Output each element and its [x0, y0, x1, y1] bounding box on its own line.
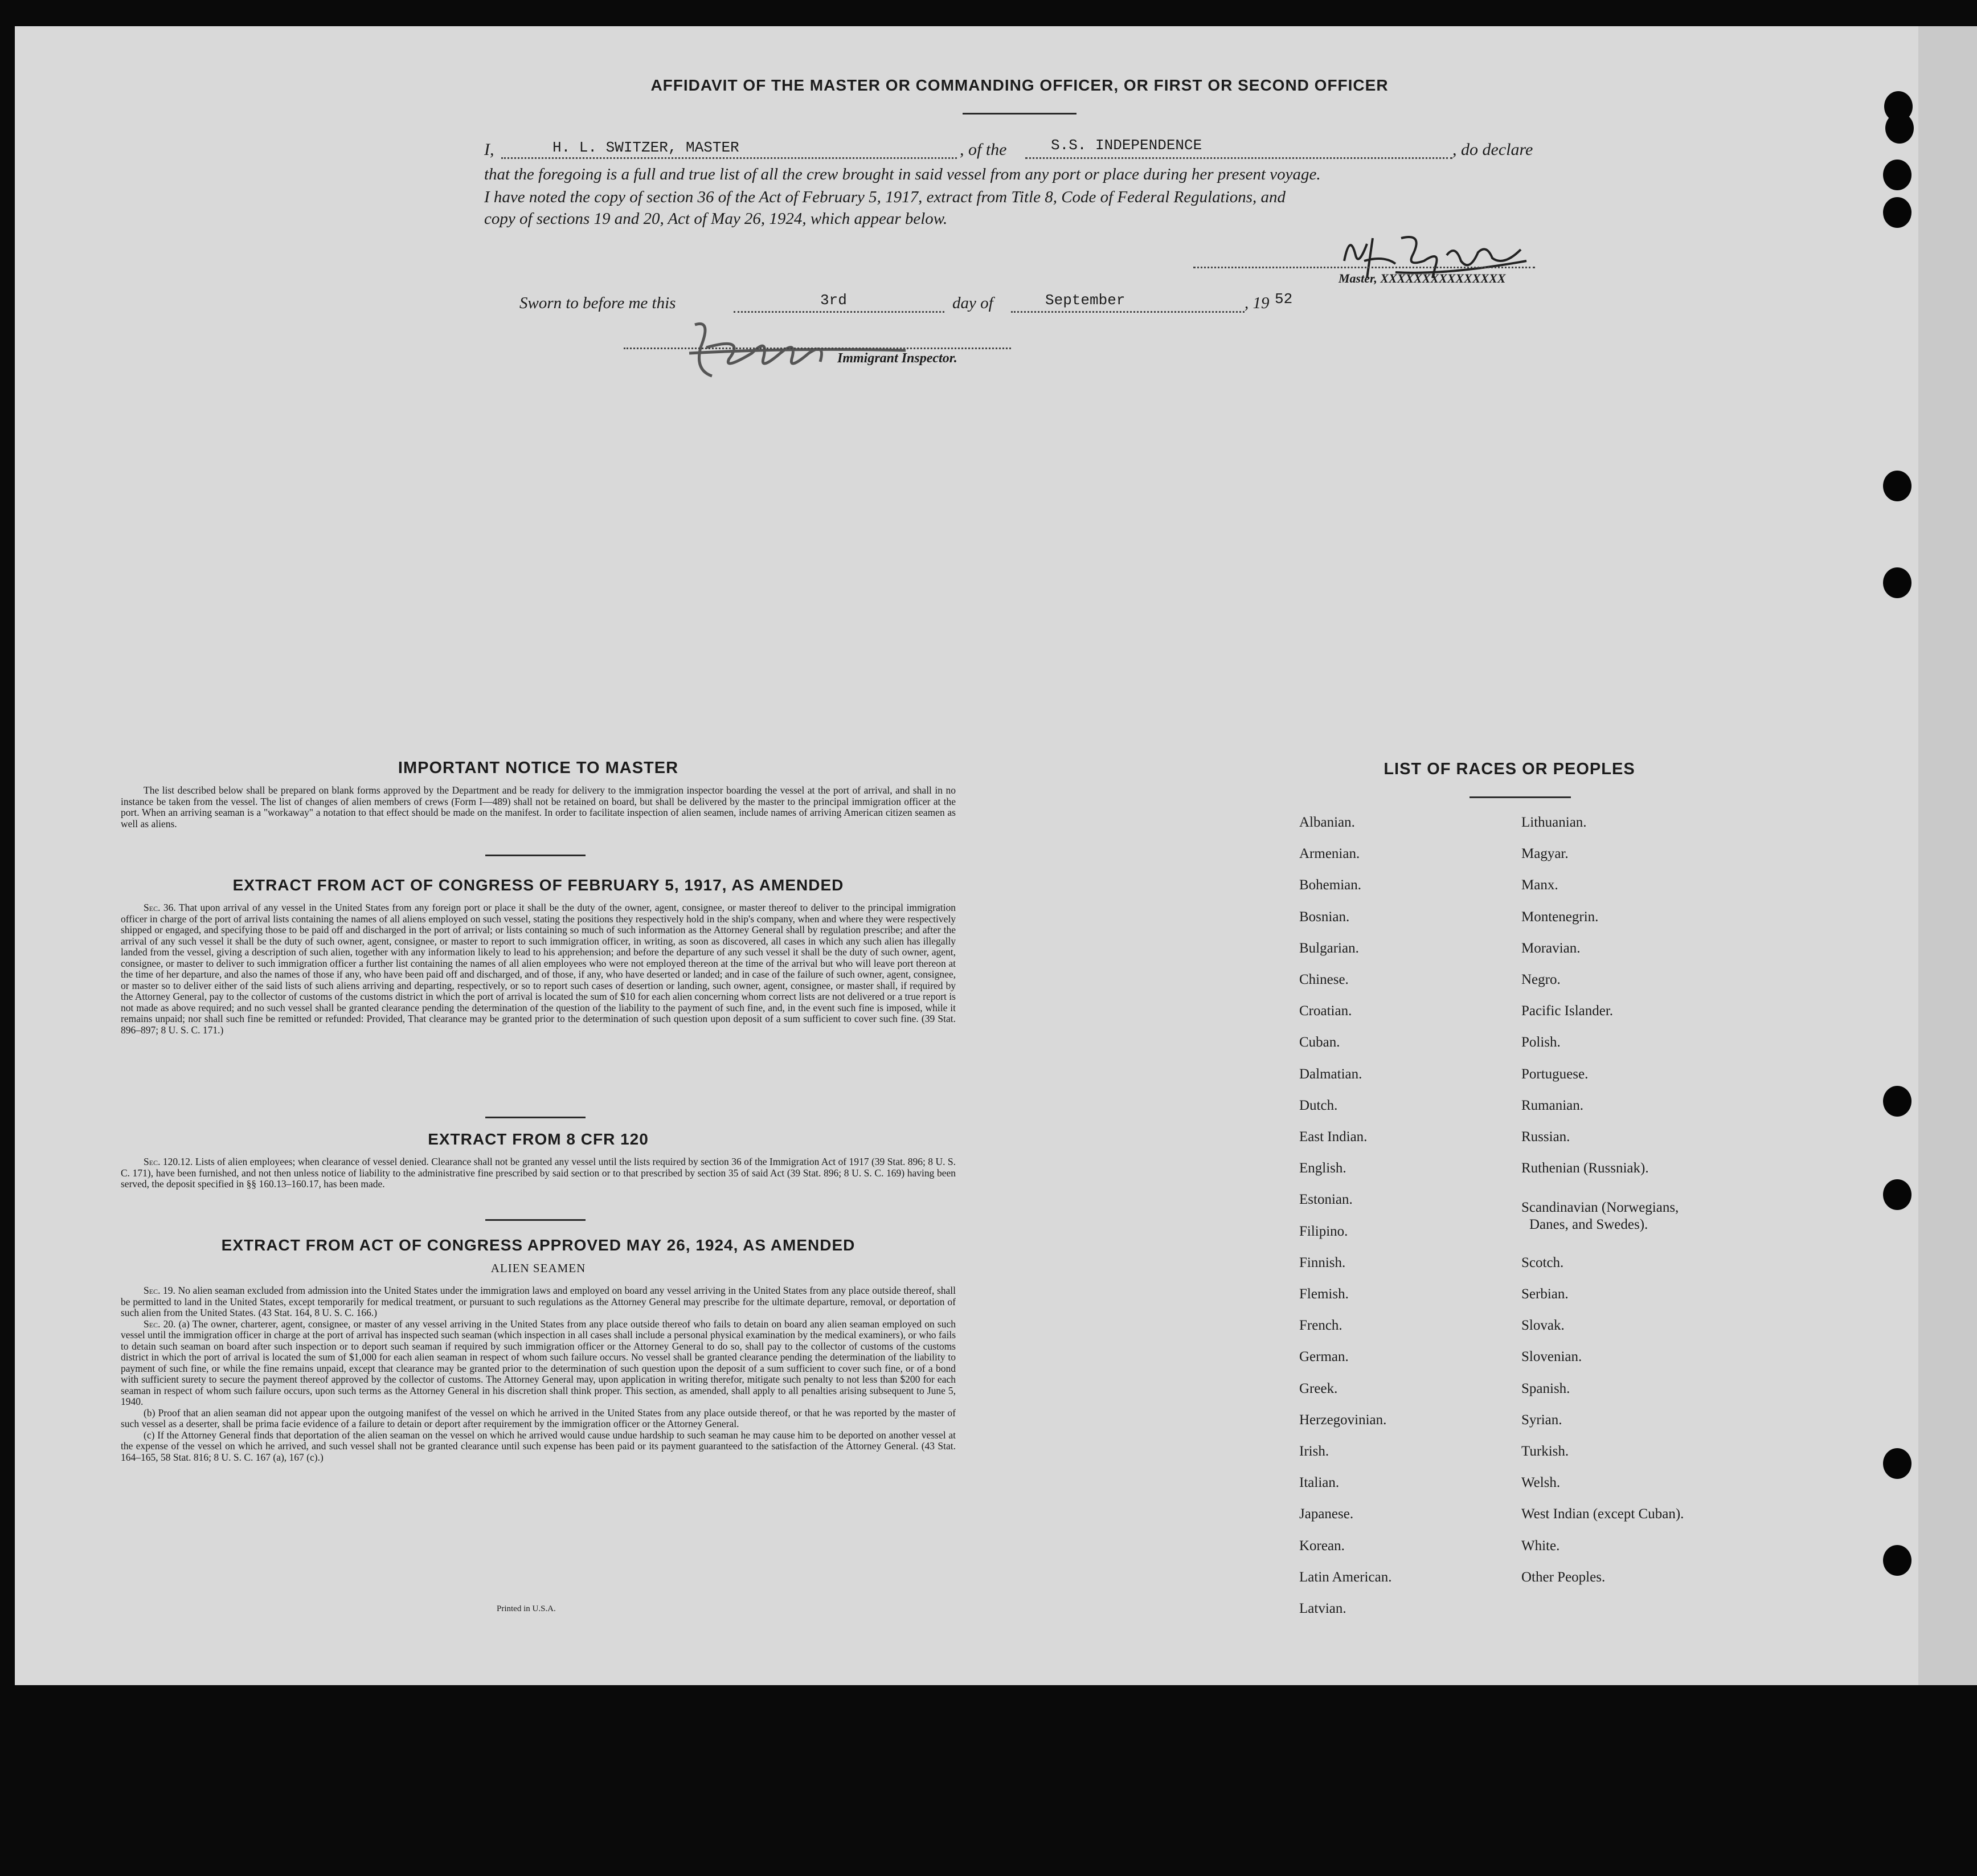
- binder-hole: [1883, 471, 1911, 501]
- race-item: Croatian.: [1299, 1003, 1352, 1019]
- inspector-signature-line: [624, 348, 1011, 349]
- race-item: Chinese.: [1299, 972, 1349, 987]
- race-item: Magyar.: [1521, 846, 1569, 862]
- race-item: Serbian.: [1521, 1286, 1569, 1302]
- binder-hole: [1883, 567, 1911, 598]
- race-item: Danes, and Swedes).: [1529, 1216, 1648, 1232]
- race-item: Turkish.: [1521, 1444, 1569, 1459]
- race-item: Japanese.: [1299, 1506, 1354, 1522]
- race-item: White.: [1521, 1538, 1560, 1554]
- binder-hole: [1885, 113, 1914, 144]
- race-item: Scotch.: [1521, 1254, 1564, 1270]
- binder-hole: [1883, 160, 1911, 190]
- sec36-text: That upon arrival of any vessel in the United States from any foreign port or place it shall be the duty of the owner, agent, consignee, or master thereof to deliver to the principal immigration officer in charge of the port of arrival lists containing the names of all aliens employed on such vessel, stating the positions they respectively hold in the ship's company, when and where they were respectively shipped or engaged, and specifying those to be paid off and discharged in the port of arrival; or lists containing so much of such information as the Attorney General shall by regulation prescribe; and after the arrival of any such vessel it shall be the duty of such owner, agent, consignee, or master to report to such immigration officer, in writing, as soon as discovered, all cases in which any such alien has illegally landed from the vessel, giving a description of such alien, together with any information likely to lead to his apprehension; and before the departure of any such vessel it shall be the duty of such owner, agent, consignee, or master to deliver to such immigration officer a further list containing the names of all alien employees who were not employed thereon at the time of the arrival but who will leave port thereon at the time of her departure, and also the names of those if any, who have been paid off and discharged, and of those, if any, who have deserted or landed; and in case of the failure of such owner, agent, consignee, or master so to deliver either of the said lists of such aliens arriving and departing, respectively, or so to report such cases of desertion or landing, such owner, agent, consignee, or master shall, if required by the Attorney General, pay to the collector of customs of the customs district in which the port of arrival is located the sum of $10 for each alien concerning whom correct lists are not delivered or a true report is not made as above required; and no such vessel shall be granted clearance pending the determination of the question of the liability to the payment of such fine, and, in the event such fine is imposed, while it remains unpaid; nor shall such fine be remitted or refunded: Provided, That clearance may be granted prior to the determination of such question upon deposit of a sum sufficient to cover such fine. (39 Stat. 896–897; 8 U. S. C. 171.): [121, 902, 956, 1036]
- extract-1924-title: EXTRACT FROM ACT OF CONGRESS APPROVED MAY 26, 1924, AS AMENDED: [221, 1236, 856, 1254]
- section-rule: [485, 1117, 586, 1118]
- race-item: Lithuanian.: [1521, 815, 1587, 830]
- sec12012-text: Lists of alien employees; when clearance of vessel denied. Clearance shall not be granted any vessel until the lists required by section 36 of the Immigration Act of 1917 (39 Stat. 896; 8 U. S. C. 171), have been furnished, and not then unless notice of liability to the administrative fine prescribed by said section or to that prescribed by section 35 of said Act (39 Stat. 896; 8 U. S. C. 169) having been served, the deposit specified in §§ 160.13–160.17, has been made.: [121, 1156, 956, 1190]
- race-item: Russian.: [1521, 1129, 1570, 1145]
- race-item: German.: [1299, 1349, 1349, 1365]
- do-declare-label: , do declare: [1452, 140, 1533, 159]
- extract-8cfr-body: [121, 1156, 956, 1190]
- race-item: Cuban.: [1299, 1035, 1340, 1051]
- race-item: Spanish.: [1521, 1380, 1570, 1396]
- binder-hole: [1883, 1179, 1911, 1210]
- binder-hole: [1883, 1448, 1911, 1479]
- race-item: Dutch.: [1299, 1097, 1338, 1113]
- inspector-label: Immigrant Inspector.: [837, 351, 957, 366]
- race-item: Slovak.: [1521, 1318, 1565, 1334]
- race-item: Polish.: [1521, 1035, 1561, 1051]
- notice-title: IMPORTANT NOTICE TO MASTER: [398, 759, 679, 777]
- race-item: Portuguese.: [1521, 1066, 1589, 1082]
- declarant-line: [501, 157, 957, 159]
- sworn-month-line: [1011, 311, 1245, 313]
- race-item: Bulgarian.: [1299, 940, 1359, 956]
- extract-1924-body: [121, 1285, 956, 1463]
- year-prefix: , 19: [1245, 294, 1270, 312]
- race-item: Dalmatian.: [1299, 1066, 1362, 1082]
- vessel-name: S.S. INDEPENDENCE: [1051, 137, 1202, 154]
- declaration-line-2: that the foregoing is a full and true list of all the crew brought in said vessel from any port or place during her present voyage.: [484, 165, 1321, 183]
- race-item: Pacific Islander.: [1521, 1003, 1614, 1019]
- sec20c-text: (c) If the Attorney General finds that deportation of the alien seaman on the vessel on which he arrived would cause undue hardship to such seaman he may cause him to be deported on another vessel at the expense of the vessel on which he arrived, and such vessel shall not be granted clearance until such expense has been paid or its payment guaranteed to the satisfaction of the Attorney General. (43 Stat. 164–165, 58 Stat. 816; 8 U. S. C. 167 (a), 167 (c).): [121, 1429, 956, 1463]
- year-suffix: 52: [1275, 291, 1293, 308]
- binder-hole: [1883, 197, 1911, 228]
- binder-hole: [1883, 1086, 1911, 1117]
- race-item: English.: [1299, 1160, 1346, 1176]
- sec36-label: Sec. 36.: [144, 902, 176, 913]
- race-item: Manx.: [1521, 877, 1558, 893]
- races-title: LIST OF RACES OR PEOPLES: [1384, 760, 1635, 778]
- printed-in-usa: Printed in U.S.A.: [497, 1604, 556, 1613]
- race-item: Greek.: [1299, 1380, 1338, 1396]
- declaration-line-4: copy of sections 19 and 20, Act of May 26, 1924, which appear below.: [484, 210, 948, 228]
- race-item: East Indian.: [1299, 1129, 1368, 1145]
- race-item: Negro.: [1521, 972, 1561, 987]
- vessel-line: [1025, 157, 1452, 159]
- race-item: West Indian (except Cuban).: [1521, 1506, 1684, 1522]
- sec20a-text: (a) The owner, charterer, agent, consignee, or master of any vessel arriving in the United States from any place outside thereof who fails to detain on board any alien seaman employed on such vessel until the immigration officer in charge at the port of arrival has inspected such seaman (which inspection in all cases shall include a personal physical examination by the medical examiners), or who fails to detain such seaman on board after such inspection or to deport such seaman if required by such immigration officer or the Attorney General to do so, shall pay to the collector of customs of the customs district in which the port of arrival is located the sum of $1,000 for each alien seaman in respect of whom such failure occurs. No vessel shall be granted clearance pending the determination of the liability to payment of such fine, or while the fine remains unpaid, except that clearance may be granted prior to the determination of such question upon the deposit of a sum sufficient to cover such fine, or of a bond with sufficient surety to secure the payment thereof approved by the collector of customs. The Attorney General may, upon application in writing therefor, mitigate such penalty to not less than $200 for each seaman in respect of whom such failure occurs, upon such terms as the Attorney General in his discretion shall think proper. This section, as amended, shall apply to all penalties arising subsequent to June 5, 1940.: [121, 1318, 956, 1407]
- race-item: French.: [1299, 1318, 1342, 1334]
- race-item: Slovenian.: [1521, 1349, 1582, 1365]
- i-label: I,: [484, 140, 494, 159]
- section-rule: [485, 855, 586, 856]
- declaration-line-3: I have noted the copy of section 36 of the Act of February 5, 1917, extract from Title 8, Code of Federal Regulations, and: [484, 188, 1286, 206]
- race-item: Filipino.: [1299, 1223, 1348, 1239]
- master-signature-line: [1193, 267, 1535, 268]
- race-item: Flemish.: [1299, 1286, 1349, 1302]
- race-item: Bosnian.: [1299, 909, 1350, 925]
- inspector-signature: [678, 313, 917, 387]
- race-item: Armenian.: [1299, 846, 1360, 862]
- sec20b-text: (b) Proof that an alien seaman did not appear upon the outgoing manifest of the vessel on which he arrived in the United States from any place outside thereof, or that he was reported by the master of such vessel as a deserter, shall be prima facie evidence of a failure to detain or deport after requirement by the immigration officer or the Attorney General.: [121, 1407, 956, 1429]
- races-title-rule: [1470, 796, 1571, 798]
- race-item: Latvian.: [1299, 1601, 1346, 1616]
- race-item: Latin American.: [1299, 1569, 1392, 1585]
- race-item: Irish.: [1299, 1444, 1329, 1459]
- extract-1924-subtitle: ALIEN SEAMEN: [490, 1261, 586, 1275]
- sec12012-label: Sec. 120.12.: [144, 1156, 193, 1167]
- race-item: Bohemian.: [1299, 877, 1362, 893]
- race-item: Scandinavian (Norwegians,: [1521, 1200, 1679, 1216]
- sworn-day-line: [734, 311, 944, 313]
- notice-text: The list described below shall be prepared on blank forms approved by the Department and be ready for delivery to the immigration inspector boarding the vessel at the port of arrival, and shall in no instance be taken from the vessel. The list of changes of alien members of crews (Form I—489) shall not be retained on board, but shall be delivered by the master to the principal immigration officer at the port. When an arriving seaman is a "workaway" a notation to that effect should be made on the manifest. In order to facilitate inspection of alien seamen, include names of arriving American citizen seamen as well as aliens.: [121, 784, 956, 829]
- sec19-text: No alien seaman excluded from admission into the United States under the immigration laws and employed on board any vessel arriving in the United States from any place outside thereof, shall be permitted to land in the United States, except temporarily for medical treatment, or pursuant to such regulations as the Attorney General may prescribe for the ultimate departure, removal, or deportation of such alien from the United States. (43 Stat. 164, 8 U. S. C. 166.): [121, 1285, 956, 1318]
- master-label: Master, XXXXXXXXXXXXXXX: [1339, 271, 1506, 285]
- race-item: Welsh.: [1521, 1475, 1561, 1491]
- extract-8cfr-title: EXTRACT FROM 8 CFR 120: [428, 1130, 649, 1148]
- race-item: Herzegovinian.: [1299, 1412, 1387, 1428]
- extract-1917-title: EXTRACT FROM ACT OF CONGRESS OF FEBRUARY 5, 1917, AS AMENDED: [232, 876, 844, 894]
- race-item: Other Peoples.: [1521, 1569, 1606, 1585]
- sworn-label: Sworn to before me this: [519, 294, 676, 312]
- sec20-label: Sec. 20.: [144, 1318, 176, 1330]
- race-item: Moravian.: [1521, 940, 1581, 956]
- race-item: Montenegrin.: [1521, 909, 1599, 925]
- extract-1917-body: [121, 902, 956, 1036]
- sec19-label: Sec. 19.: [144, 1285, 175, 1296]
- page-edge-shadow: [1918, 26, 1977, 1685]
- race-item: Syrian.: [1521, 1412, 1562, 1428]
- day-of-label: day of: [952, 294, 993, 312]
- race-item: Estonian.: [1299, 1192, 1353, 1208]
- section-rule: [485, 1219, 586, 1221]
- affidavit-title: AFFIDAVIT OF THE MASTER OR COMMANDING OFFICER, OR FIRST OR SECOND OFFICER: [650, 76, 1389, 94]
- title-rule: [963, 113, 1076, 115]
- binder-hole: [1883, 1545, 1911, 1576]
- sworn-month: September: [1045, 292, 1125, 309]
- sworn-day: 3rd: [820, 292, 847, 309]
- race-item: Italian.: [1299, 1475, 1340, 1491]
- of-the-label: , of the: [960, 140, 1007, 159]
- declarant-name: H. L. SWITZER, MASTER: [552, 139, 739, 156]
- race-item: Ruthenian (Russniak).: [1521, 1160, 1649, 1176]
- race-item: Finnish.: [1299, 1254, 1346, 1270]
- race-item: Rumanian.: [1521, 1097, 1584, 1113]
- race-item: Albanian.: [1299, 815, 1355, 830]
- race-item: Korean.: [1299, 1538, 1345, 1554]
